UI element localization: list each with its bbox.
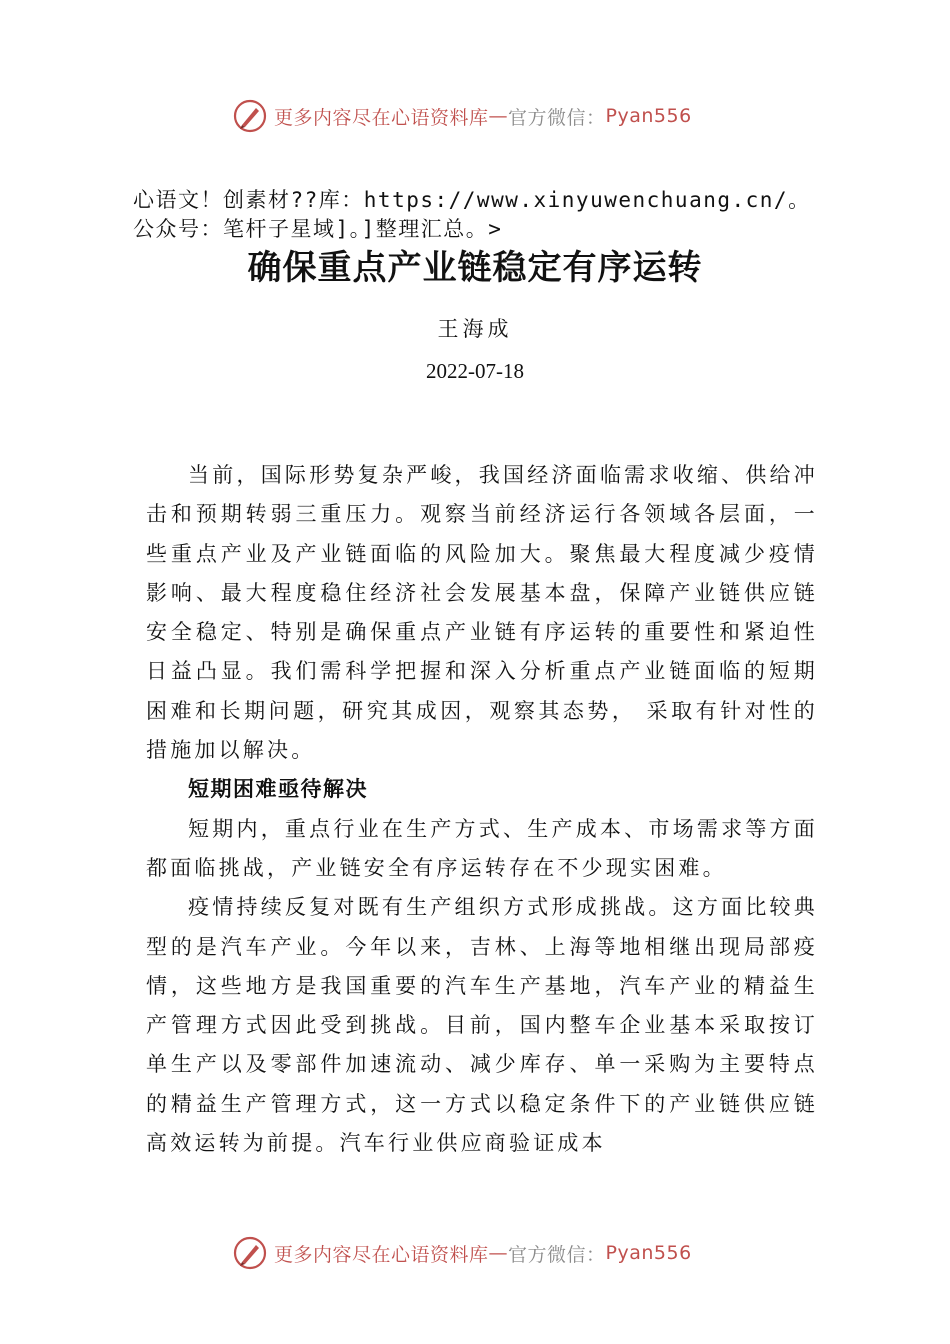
header-watermark [232, 96, 692, 136]
watermark-official-label: 官方微信： [508, 106, 606, 129]
watermark-wechat-id: Pyan556 [605, 105, 692, 127]
source-note: 心语文！创素材??库：https://www.xinyuwenchuang.cn/。公众号：笔杆子星域]。]整理汇总。> [133, 188, 811, 241]
watermark-dash: — [488, 105, 509, 127]
article-author: 王海成 [437, 317, 513, 341]
paragraph: 疫情持续反复对既有生产组织方式形成挑战。这方面比较典型的是汽车产业。今年以来，吉林、上海等地相继出现局部疫情，这些地方是我国重要的汽车生产基地，汽车产业的精益生产管理方式因此受到挑战。目前，国内整车企业基本采取按订单生产以及零部件加速流动、减少库存、单一采购为主要特点的精益生产管理方式，这一方式以稳定条件下的产业链供应链高效运转为前提。汽车行业供应商验证成本 [146, 895, 818, 1156]
article-body [146, 456, 818, 1163]
watermark-main-text: 更多内容尽在心语资料库 [274, 106, 489, 129]
watermark-main-text: 更多内容尽在心语资料库 [274, 1243, 489, 1266]
watermark-dash: — [488, 1242, 509, 1264]
paragraph: 短期内，重点行业在生产方式、生产成本、市场需求等方面都面临挑战，产业链安全有序运转存在不少现实困难。 [146, 816, 818, 880]
watermark-wechat-id: Pyan556 [605, 1242, 692, 1264]
paragraph: 当前，国际形势复杂严峻，我国经济面临需求收缩、供给冲击和预期转弱三重压力。观察当前经济运行各领域各层面，一些重点产业及产业链面临的风险加大。聚焦最大程度减少疫情影响、最大程度稳住经济社会发展基本盘，保障产业链供应链安全稳定、特别是确保重点产业链有序运转的重要性和紧迫性日益凸显。我们需科学把握和深入分析重点产业链面临的短期困难和长期问题，研究其成因，观察其态势， 采取有针对性的措施加以解决。 [146, 463, 818, 763]
article-date: 2022-07-18 [426, 359, 524, 383]
article-title: 确保重点产业链稳定有序运转 [247, 248, 703, 288]
watermark-official-label: 官方微信： [508, 1243, 606, 1266]
section-heading: 短期困难亟待解决 [188, 777, 368, 802]
pen-logo-icon [232, 98, 268, 134]
pen-logo-icon [232, 1235, 268, 1271]
footer-watermark [232, 1233, 692, 1273]
